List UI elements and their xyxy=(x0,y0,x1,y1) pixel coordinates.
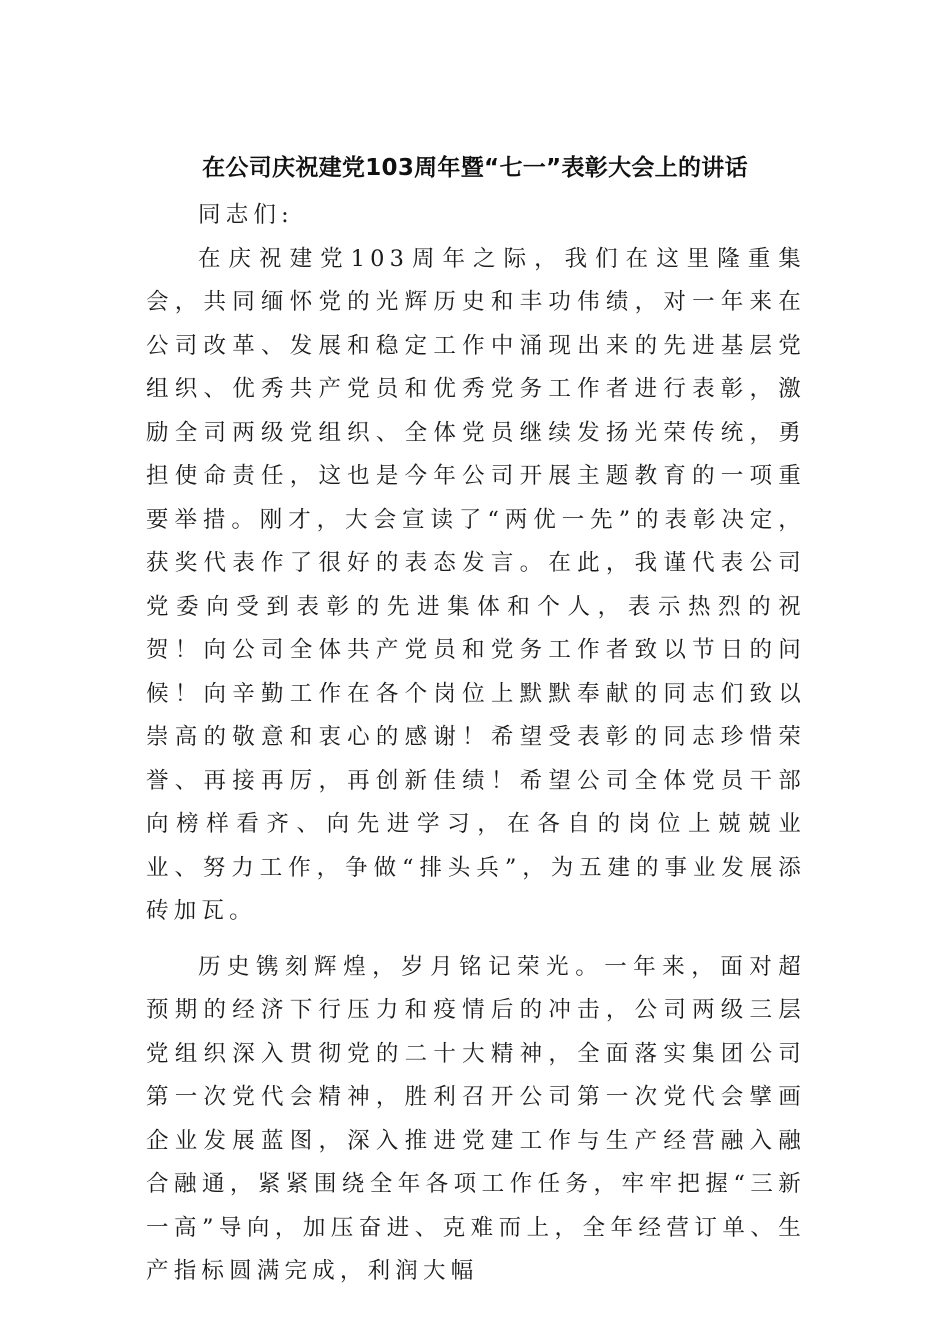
paragraph-2: 历史镌刻辉煌，岁月铭记荣光。一年来，面对超预期的经济下行压力和疫情后的冲击，公司两级三层党组织深入贯彻党的二十大精神，全面落实集团公司第一次党代会精神，胜利召开公司第一次党代会擘画企业发展蓝图，深入推进党建工作与生产经营融入融合融通，紧紧围绕全年各项工作任务，牢牢把握“三新一高”导向，加压奋进、克难而上，全年经营订单、生产指标圆满完成，利润大幅 xyxy=(146,953,806,1284)
greeting: 同志们: xyxy=(198,202,294,228)
document-title: 在公司庆祝建党103周年暨“七一”表彰大会上的讲话 xyxy=(202,155,748,181)
paragraph-1: 在庆祝建党103周年之际，我们在这里隆重集会，共同缅怀党的光辉历史和丰功伟绩，对一年来在公司改革、发展和稳定工作中涌现出来的先进基层党组织、优秀共产党员和优秀党务工作者进行表彰，激励全司两级党组织、全体党员继续发扬光荣传统，勇担使命责任，这也是今年公司开展主题教育的一项重要举措。刚才，大会宣读了“两优一先”的表彰决定，获奖代表作了很好的表态发言。在此，我谨代表公司党委向受到表彰的先进集体和个人，表示热烈的祝贺！向公司全体共产党员和党务工作者致以节日的问候！向辛勤工作在各个岗位上默默奉献的同志们致以崇高的敬意和衷心的感谢！希望受表彰的同志珍惜荣誉、再接再厉，再创新佳绩！希望公司全体党员干部向榜样看齐、向先进学习，在各自的岗位上兢兢业业、努力工作，争做“排头兵”，为五建的事业发展添砖加瓦。 xyxy=(146,245,806,924)
document-body xyxy=(146,194,806,1294)
